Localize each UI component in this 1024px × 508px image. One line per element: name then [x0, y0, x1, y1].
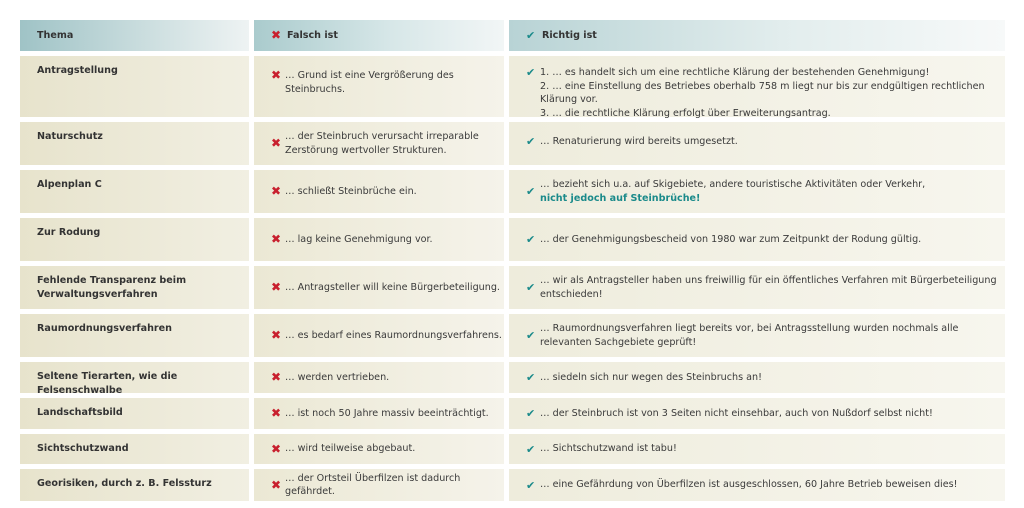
false-cell — [254, 170, 504, 213]
x-icon: ✖ — [271, 28, 282, 42]
check-icon: ✔ — [526, 29, 536, 42]
theme-label: Raumordnungsverfahren — [37, 323, 172, 334]
false-cell — [254, 266, 504, 309]
false-text: … lag keine Genehmigung vor. — [285, 233, 433, 245]
right-text-block — [540, 178, 1005, 205]
false-text: … ist noch 50 Jahre massiv beeinträchtigt. — [285, 407, 489, 419]
false-cell — [254, 314, 504, 357]
theme-cell — [20, 398, 249, 429]
check-icon: ✔ — [526, 329, 536, 342]
false-cell — [254, 362, 504, 393]
false-text: … werden vertrieben. — [285, 371, 390, 383]
right-highlight-text: nicht jedoch auf Steinbrüche! — [540, 192, 701, 204]
x-icon: ✖ — [271, 136, 282, 150]
theme-cell — [20, 362, 249, 396]
right-text: … der Steinbruch ist von 3 Seiten nicht einsehbar, auch von Nußdorf selbst nicht! — [540, 407, 933, 419]
theme-cell — [20, 314, 249, 357]
right-cell — [509, 469, 1005, 501]
false-cell — [254, 469, 504, 501]
false-text: … Grund ist eine Vergrößerung des Steinbruchs. — [285, 70, 454, 95]
header-theme — [20, 20, 249, 51]
check-icon: ✔ — [526, 371, 536, 384]
false-text: … wird teilweise abgebaut. — [285, 443, 416, 455]
check-icon: ✔ — [526, 233, 536, 246]
right-list — [540, 66, 1005, 120]
right-cell — [509, 314, 1005, 357]
check-icon: ✔ — [526, 66, 536, 79]
theme-label: Naturschutz — [37, 131, 103, 142]
theme-label: Antragstellung — [37, 65, 118, 76]
theme-label: Seltene Tierarten, wie die Felsenschwalbe — [37, 371, 178, 396]
header-false-label: Falsch ist — [287, 29, 338, 41]
x-icon: ✖ — [271, 370, 282, 384]
right-list-item: 2. … eine Einstellung des Betriebes oberhalb 758 m liegt nur bis zur endgültigen rechtlichen Klärung vor. — [540, 80, 985, 105]
theme-label: Sichtschutzwand — [37, 443, 129, 454]
theme-cell — [20, 56, 249, 117]
theme-cell — [20, 469, 249, 501]
check-icon: ✔ — [526, 407, 536, 420]
header-false — [254, 20, 504, 51]
theme-cell — [20, 266, 249, 309]
x-icon: ✖ — [271, 184, 282, 198]
x-icon: ✖ — [271, 406, 282, 420]
x-icon: ✖ — [271, 68, 282, 82]
right-list-item: 1. … es handelt sich um eine rechtliche Klärung der bestehenden Genehmigung! — [540, 67, 930, 78]
false-cell — [254, 218, 504, 261]
header-right — [509, 20, 1005, 51]
header-theme-label: Thema — [37, 29, 74, 41]
theme-label: Zur Rodung — [37, 227, 101, 238]
right-text: … der Genehmigungsbescheid von 1980 war zum Zeitpunkt der Rodung gültig. — [540, 233, 922, 245]
theme-label: Georisiken, durch z. B. Felssturz — [37, 478, 212, 489]
false-text: … der Ortsteil Überfilzen ist dadurch gefährdet. — [285, 472, 461, 497]
comparison-table — [20, 20, 1005, 506]
false-text: … der Steinbruch verursacht irreparable Zerstörung wertvoller Strukturen. — [285, 131, 479, 156]
check-icon: ✔ — [526, 185, 536, 198]
theme-label: Landschaftsbild — [37, 407, 123, 418]
false-text: … schließt Steinbrüche ein. — [285, 185, 417, 197]
theme-label: Fehlende Transparenz beim Verwaltungsverfahren — [37, 275, 187, 300]
false-text: … es bedarf eines Raumordnungsverfahrens. — [285, 329, 502, 341]
theme-cell — [20, 122, 249, 165]
check-icon: ✔ — [526, 478, 536, 492]
right-cell — [509, 398, 1005, 429]
right-cell — [509, 218, 1005, 261]
x-icon: ✖ — [271, 477, 282, 492]
x-icon: ✖ — [271, 328, 282, 342]
right-cell — [509, 362, 1005, 393]
right-text: … wir als Antragsteller haben uns freiwillig für ein öffentliches Verfahren mit Bürgerbeteiligung entschieden! — [540, 275, 997, 300]
right-cell — [509, 122, 1005, 165]
right-text: … Renaturierung wird bereits umgesetzt. — [540, 136, 738, 147]
x-icon: ✖ — [271, 232, 282, 246]
false-cell — [254, 398, 504, 429]
theme-label: Alpenplan C — [37, 179, 102, 190]
right-text: … bezieht sich u.a. auf Skigebiete, andere touristische Aktivitäten oder Verkehr, — [540, 179, 926, 190]
right-cell — [509, 170, 1005, 213]
right-list-item: 3. … die rechtliche Klärung erfolgt über Erweiterungsantrag. — [540, 107, 831, 119]
x-icon: ✖ — [271, 280, 282, 294]
x-icon: ✖ — [271, 441, 282, 456]
right-text: … siedeln sich nur wegen des Steinbruchs an! — [540, 371, 762, 383]
theme-cell — [20, 170, 249, 213]
false-cell — [254, 434, 504, 464]
check-icon: ✔ — [526, 135, 536, 148]
check-icon: ✔ — [526, 281, 536, 294]
right-cell — [509, 266, 1005, 309]
right-text: … eine Gefährdung von Überfilzen ist ausgeschlossen, 60 Jahre Betrieb beweisen dies! — [540, 479, 958, 491]
theme-cell — [20, 434, 249, 464]
check-icon: ✔ — [526, 442, 536, 456]
theme-cell — [20, 218, 249, 261]
false-cell — [254, 122, 504, 165]
right-cell — [509, 434, 1005, 464]
right-cell — [509, 56, 1005, 117]
right-text: … Raumordnungsverfahren liegt bereits vor, bei Antragsstellung wurden nochmals alle relevanten Sachgebiete geprüft! — [540, 323, 959, 348]
right-text: … Sichtschutzwand ist tabu! — [540, 443, 677, 455]
false-cell — [254, 56, 504, 117]
false-text: … Antragsteller will keine Bürgerbeteiligung. — [285, 281, 500, 293]
header-right-label: Richtig ist — [542, 29, 597, 41]
